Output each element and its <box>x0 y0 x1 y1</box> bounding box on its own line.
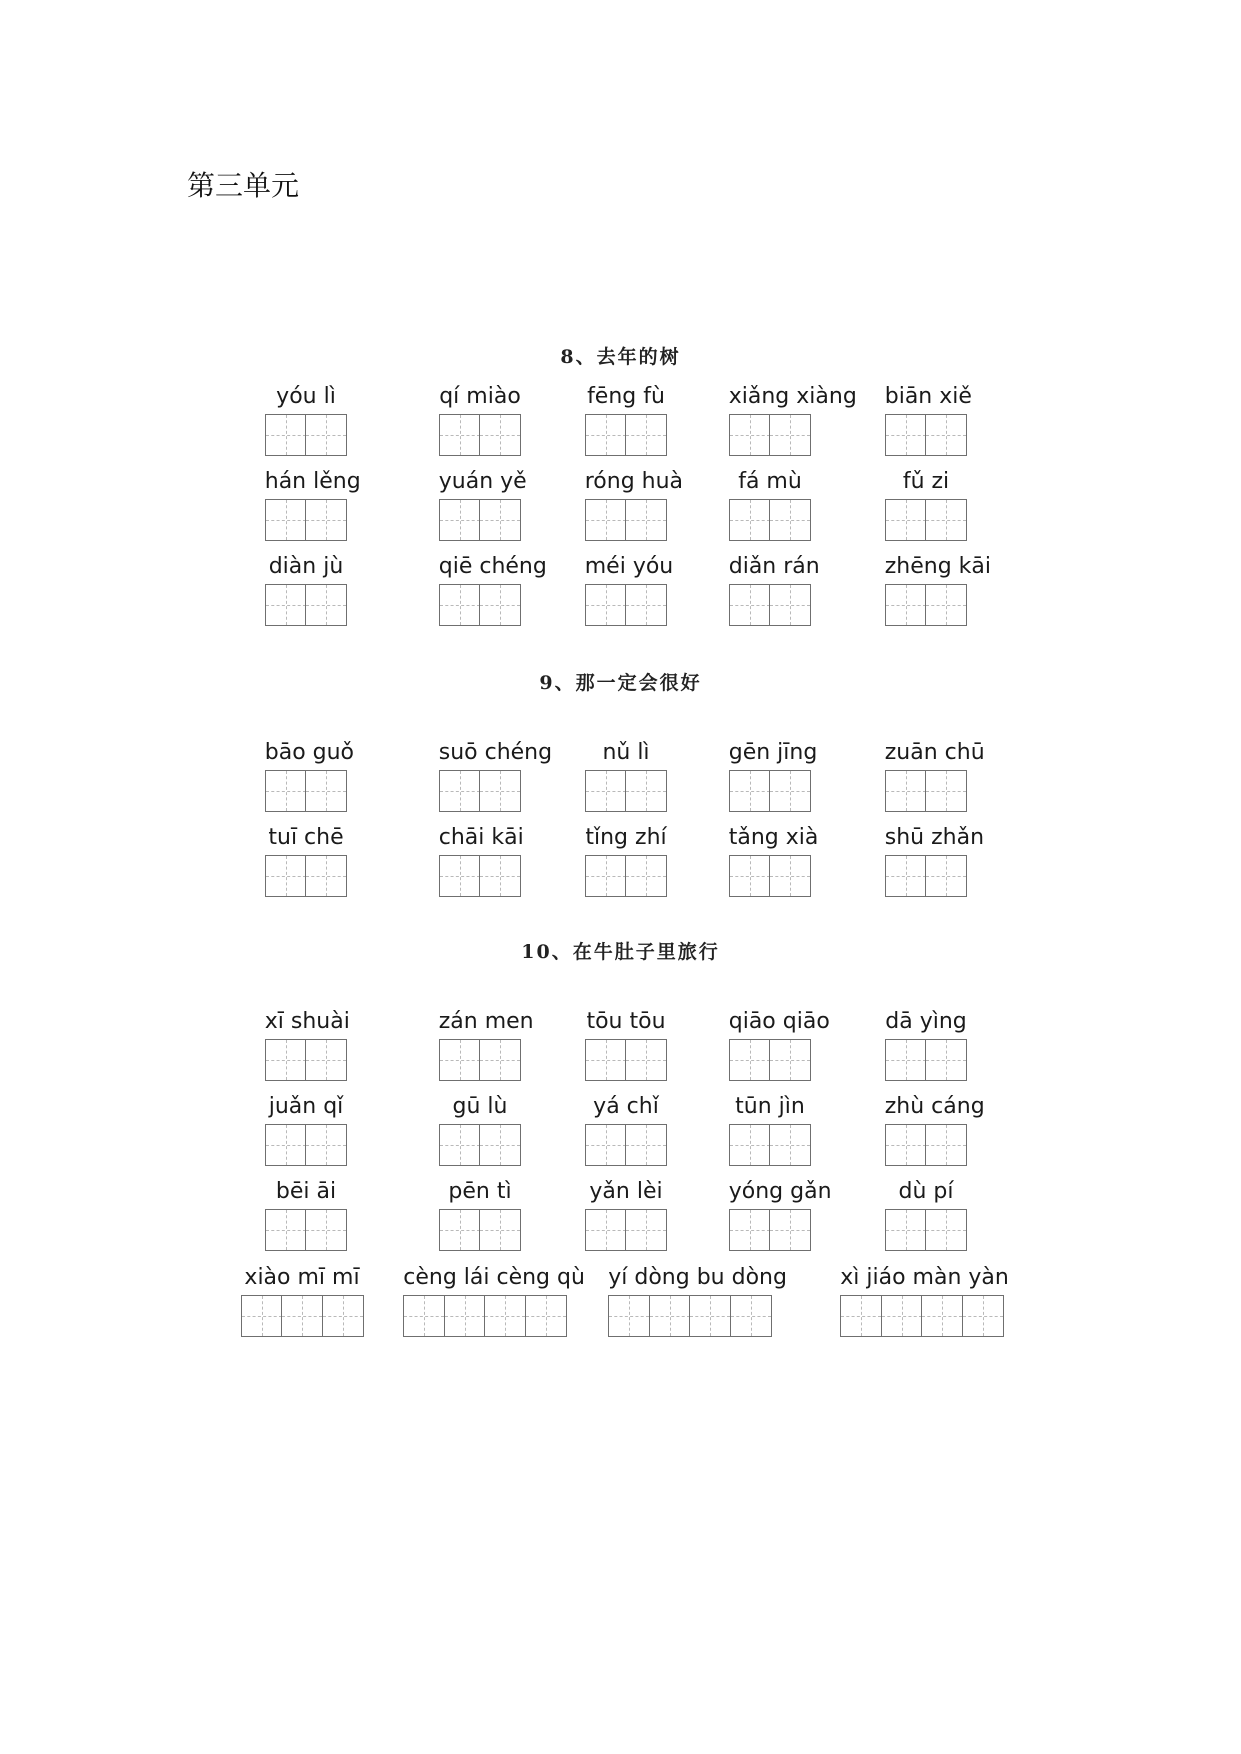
tianzige-cell[interactable] <box>439 770 481 812</box>
tianzige-cell[interactable] <box>585 1124 627 1166</box>
tianzige-cell[interactable] <box>585 414 627 456</box>
tianzige-cell[interactable] <box>925 770 967 812</box>
writing-grid <box>885 1209 966 1251</box>
tianzige-cell[interactable] <box>479 1209 521 1251</box>
pinyin-label: dā yìng <box>885 1009 967 1034</box>
tianzige-cell[interactable] <box>625 1209 667 1251</box>
writing-grid <box>439 1039 520 1081</box>
tianzige-cell[interactable] <box>525 1295 567 1337</box>
pinyin-label: zán men <box>438 1009 534 1034</box>
writing-grid <box>885 855 966 897</box>
tianzige-cell[interactable] <box>479 584 521 626</box>
tianzige-cell[interactable] <box>840 1295 882 1337</box>
tianzige-cell[interactable] <box>769 414 811 456</box>
tianzige-cell[interactable] <box>625 1124 667 1166</box>
tianzige-cell[interactable] <box>925 584 967 626</box>
pinyin-label: tōu tōu <box>586 1009 666 1034</box>
tianzige-cell[interactable] <box>444 1295 486 1337</box>
writing-grid <box>885 414 966 456</box>
pinyin-label: yóu lì <box>276 384 336 409</box>
pinyin-label: dù pí <box>898 1179 954 1204</box>
writing-grid <box>439 414 520 456</box>
pinyin-label: bēi āi <box>275 1179 337 1204</box>
tianzige-cell[interactable] <box>265 1039 307 1081</box>
pinyin-label: tūn jìn <box>735 1094 805 1119</box>
pinyin-label: qiāo qiāo <box>728 1009 830 1034</box>
tianzige-cell[interactable] <box>925 1039 967 1081</box>
writing-grid <box>439 499 520 541</box>
tianzige-cell[interactable] <box>479 414 521 456</box>
tianzige-cell[interactable] <box>885 499 927 541</box>
tianzige-cell[interactable] <box>885 584 927 626</box>
writing-grid <box>439 1209 520 1251</box>
writing-grid <box>729 855 810 897</box>
writing-grid <box>885 1039 966 1081</box>
tianzige-cell[interactable] <box>729 584 771 626</box>
tianzige-cell[interactable] <box>305 414 347 456</box>
tianzige-cell[interactable] <box>305 499 347 541</box>
writing-grid <box>885 770 966 812</box>
tianzige-cell[interactable] <box>439 1209 481 1251</box>
tianzige-cell[interactable] <box>625 499 667 541</box>
writing-grid <box>265 770 346 812</box>
pinyin-label: xì jiáo màn yàn <box>840 1265 1009 1290</box>
tianzige-cell[interactable] <box>484 1295 526 1337</box>
pinyin-label: zhēng kāi <box>884 554 992 579</box>
pinyin-label: fá mù <box>738 469 802 494</box>
pinyin-label: xī shuài <box>264 1009 350 1034</box>
tianzige-cell[interactable] <box>649 1295 691 1337</box>
tianzige-cell[interactable] <box>479 499 521 541</box>
tianzige-cell[interactable] <box>439 414 481 456</box>
writing-grid <box>585 855 666 897</box>
tianzige-cell[interactable] <box>769 1209 811 1251</box>
tianzige-cell[interactable] <box>585 1039 627 1081</box>
writing-grid <box>885 1124 966 1166</box>
tianzige-cell[interactable] <box>729 499 771 541</box>
pinyin-label: fǔ zi <box>902 469 950 494</box>
tianzige-cell[interactable] <box>265 584 307 626</box>
pinyin-label: fēng fù <box>587 384 665 409</box>
tianzige-cell[interactable] <box>769 499 811 541</box>
tianzige-cell[interactable] <box>439 855 481 897</box>
writing-grid <box>729 1124 810 1166</box>
pinyin-label: tǎng xià <box>728 825 819 850</box>
pinyin-label: bāo guǒ <box>264 740 355 765</box>
tianzige-cell[interactable] <box>885 1124 927 1166</box>
writing-grid <box>585 499 666 541</box>
writing-grid <box>265 855 346 897</box>
pinyin-label: diǎn rán <box>728 554 820 579</box>
tianzige-cell[interactable] <box>265 1124 307 1166</box>
tianzige-cell[interactable] <box>881 1295 923 1337</box>
tianzige-cell[interactable] <box>305 1124 347 1166</box>
pinyin-label: zuān chū <box>884 740 985 765</box>
writing-grid <box>439 855 520 897</box>
tianzige-cell[interactable] <box>439 1039 481 1081</box>
writing-grid <box>729 499 810 541</box>
pinyin-label: tǐng zhí <box>585 825 667 850</box>
pinyin-label: shū zhǎn <box>884 825 985 850</box>
writing-grid <box>265 499 346 541</box>
tianzige-cell[interactable] <box>925 1209 967 1251</box>
tianzige-cell[interactable] <box>265 770 307 812</box>
tianzige-cell[interactable] <box>305 584 347 626</box>
tianzige-cell[interactable] <box>439 1124 481 1166</box>
writing-grid <box>439 770 520 812</box>
pinyin-label: cèng lái cèng qù <box>403 1265 585 1290</box>
tianzige-cell[interactable] <box>265 414 307 456</box>
writing-grid <box>265 1124 346 1166</box>
tianzige-cell[interactable] <box>925 499 967 541</box>
tianzige-cell[interactable] <box>625 1039 667 1081</box>
lesson-title: 9、那一定会很好 <box>539 672 702 694</box>
pinyin-label: xiào mī mī <box>244 1265 360 1290</box>
tianzige-cell[interactable] <box>479 1124 521 1166</box>
pinyin-label: yóng gǎn <box>728 1179 832 1204</box>
pinyin-label: tuī chē <box>268 825 344 850</box>
pinyin-label: yuán yě <box>438 469 527 494</box>
pinyin-label: qiē chéng <box>438 554 547 579</box>
tianzige-cell[interactable] <box>439 499 481 541</box>
tianzige-cell[interactable] <box>729 1209 771 1251</box>
writing-grid <box>585 1039 666 1081</box>
writing-grid <box>840 1295 1002 1337</box>
writing-grid <box>585 1124 666 1166</box>
tianzige-cell[interactable] <box>689 1295 731 1337</box>
tianzige-cell[interactable] <box>625 770 667 812</box>
tianzige-cell[interactable] <box>925 1124 967 1166</box>
writing-grid <box>439 1124 520 1166</box>
tianzige-cell[interactable] <box>885 855 927 897</box>
tianzige-cell[interactable] <box>769 1039 811 1081</box>
tianzige-cell[interactable] <box>625 414 667 456</box>
tianzige-cell[interactable] <box>585 855 627 897</box>
pinyin-label: xiǎng xiàng <box>728 384 857 409</box>
writing-grid <box>729 584 810 626</box>
writing-grid <box>585 1209 666 1251</box>
pinyin-label: suō chéng <box>438 740 553 765</box>
tianzige-cell[interactable] <box>265 1209 307 1251</box>
pinyin-label: juǎn qǐ <box>268 1094 344 1119</box>
tianzige-cell[interactable] <box>925 855 967 897</box>
tianzige-cell[interactable] <box>730 1295 772 1337</box>
tianzige-cell[interactable] <box>585 499 627 541</box>
writing-grid <box>265 1209 346 1251</box>
lesson-title: 10、在牛肚子里旅行 <box>521 941 720 963</box>
pinyin-label: yǎn lèi <box>589 1179 663 1204</box>
pinyin-label: chāi kāi <box>438 825 524 850</box>
writing-grid <box>885 584 966 626</box>
tianzige-cell[interactable] <box>265 499 307 541</box>
writing-grid <box>241 1295 363 1337</box>
writing-grid <box>585 584 666 626</box>
writing-grid <box>585 414 666 456</box>
writing-grid <box>265 414 346 456</box>
tianzige-cell[interactable] <box>885 414 927 456</box>
lesson-title: 8、去年的树 <box>560 346 681 368</box>
tianzige-cell[interactable] <box>769 855 811 897</box>
tianzige-cell[interactable] <box>479 1039 521 1081</box>
tianzige-cell[interactable] <box>729 414 771 456</box>
tianzige-cell[interactable] <box>585 770 627 812</box>
tianzige-cell[interactable] <box>305 770 347 812</box>
pinyin-label: diàn jù <box>268 554 344 579</box>
pinyin-label: qí miào <box>439 384 521 409</box>
tianzige-cell[interactable] <box>608 1295 650 1337</box>
pinyin-label: gēn jīng <box>728 740 818 765</box>
tianzige-cell[interactable] <box>479 855 521 897</box>
writing-grid <box>729 414 810 456</box>
tianzige-cell[interactable] <box>305 1209 347 1251</box>
tianzige-cell[interactable] <box>625 855 667 897</box>
writing-grid <box>729 1209 810 1251</box>
pinyin-label: zhù cáng <box>884 1094 985 1119</box>
writing-grid <box>403 1295 565 1337</box>
pinyin-label: yí dòng bu dòng <box>608 1265 787 1290</box>
tianzige-cell[interactable] <box>729 1039 771 1081</box>
tianzige-cell[interactable] <box>479 770 521 812</box>
tianzige-cell[interactable] <box>585 1209 627 1251</box>
tianzige-cell[interactable] <box>962 1295 1004 1337</box>
tianzige-cell[interactable] <box>885 1039 927 1081</box>
writing-grid <box>265 584 346 626</box>
tianzige-cell[interactable] <box>769 770 811 812</box>
tianzige-cell[interactable] <box>769 1124 811 1166</box>
tianzige-cell[interactable] <box>729 855 771 897</box>
tianzige-cell[interactable] <box>305 1039 347 1081</box>
tianzige-cell[interactable] <box>241 1295 283 1337</box>
pinyin-label: biān xiě <box>884 384 972 409</box>
pinyin-label: nǔ lì <box>602 740 650 765</box>
pinyin-label: pēn tì <box>448 1179 512 1204</box>
writing-grid <box>729 770 810 812</box>
writing-grid <box>729 1039 810 1081</box>
pinyin-label: yá chǐ <box>593 1094 659 1119</box>
writing-grid <box>585 770 666 812</box>
writing-grid <box>608 1295 770 1337</box>
tianzige-cell[interactable] <box>625 584 667 626</box>
tianzige-cell[interactable] <box>281 1295 323 1337</box>
tianzige-cell[interactable] <box>885 1209 927 1251</box>
tianzige-cell[interactable] <box>305 855 347 897</box>
tianzige-cell[interactable] <box>322 1295 364 1337</box>
pinyin-label: méi yóu <box>584 554 674 579</box>
tianzige-cell[interactable] <box>585 584 627 626</box>
unit-title: 第三单元 <box>187 169 300 202</box>
pinyin-label: gū lù <box>452 1094 508 1119</box>
tianzige-cell[interactable] <box>729 1124 771 1166</box>
tianzige-cell[interactable] <box>403 1295 445 1337</box>
tianzige-cell[interactable] <box>439 584 481 626</box>
tianzige-cell[interactable] <box>729 770 771 812</box>
pinyin-label: róng huà <box>584 469 684 494</box>
writing-grid <box>439 584 520 626</box>
tianzige-cell[interactable] <box>265 855 307 897</box>
writing-grid <box>885 499 966 541</box>
pinyin-label: hán lěng <box>264 469 361 494</box>
tianzige-cell[interactable] <box>769 584 811 626</box>
writing-grid <box>265 1039 346 1081</box>
tianzige-cell[interactable] <box>921 1295 963 1337</box>
tianzige-cell[interactable] <box>885 770 927 812</box>
tianzige-cell[interactable] <box>925 414 967 456</box>
